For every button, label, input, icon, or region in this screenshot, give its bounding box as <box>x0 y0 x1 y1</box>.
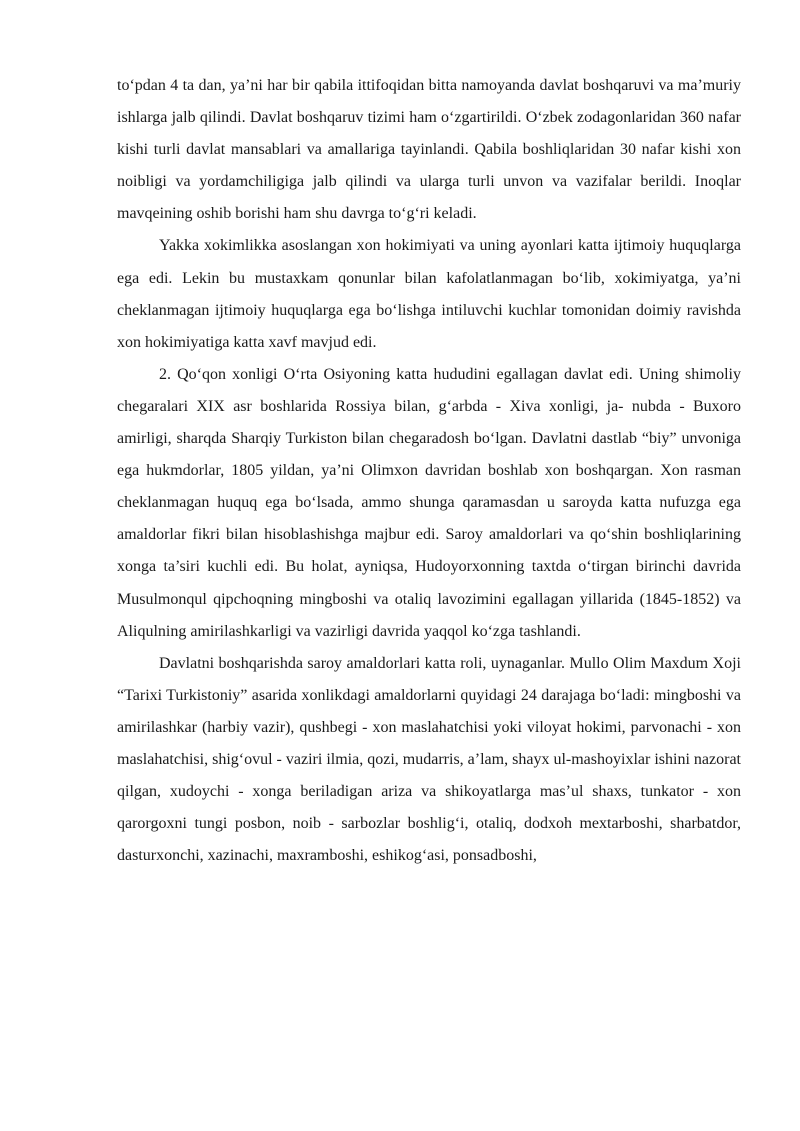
paragraph-1: to‘pdan 4 ta dan, ya’ni har bir qabila ittifoqidan bitta namoyanda davlat boshqaruvi va ma’muriy ishlarga jalb qilindi. Davlat boshqaruv tizimi ham o‘zgartirildi. O‘zbek zodagonlaridan 360 nafar kishi turli davlat mansablari va amallariga tayinlandi. Qabila boshliqlaridan 30 nafar kishi xon noibligi va yordamchiligiga jalb qilindi va ularga turli unvon va vazifalar berildi. Inoqlar mavqeining oshib borishi ham shu davrga to‘g‘ri keladi. <box>117 77 741 223</box>
paragraph-4: Davlatni boshqarishda saroy amaldorlari katta roli, uynaganlar. Mullo Olim Maxdum Xoji “Tarixi Turkistoniy” asarida xonlikdagi amaldorlarni quyidagi 24 darajaga bo‘ladi: mingboshi va amirilashkar (harbiy vazir), qushbegi - xon maslahatchisi yoki viloyat hokimi, parvonachi - xon maslahatchisi, shig‘ovul - vaziri ilmia, qozi, mudarris, a’lam, shayx ul-mashoyixlar ishini nazorat qilgan, xudoychi - xonga beriladigan ariza va shikoyatlarga mas’ul shaxs, tunkator - xon qarorgoxni tungi posbon, noib - sarbozlar boshlig‘i, otaliq, dodxoh mextarboshi, sharbatdor, dasturxonchi, xazinachi, maxramboshi, eshikog‘asi, ponsadboshi, <box>117 654 741 865</box>
paragraph-3: 2. Qo‘qon xonligi O‘rta Osiyoning katta hududini egallagan davlat edi. Uning shimoliy chegaralari XIX asr boshlarida Rossiya bilan, g‘arbda - Xiva xonligi, ja- nubda - Buxoro amirligi, sharqda Sharqiy Turkiston bilan chegaradosh bo‘lgan. Davlatni dastlab “biy” unvoniga ega hukmdorlar, 1805 yildan, ya’ni Olimxon davridan boshlab xon boshqargan. Xon rasman cheklanmagan huquq ega bo‘lsada, ammo shunga qaramasdan u saroyda katta nufuzga ega amaldorlar fikri bilan hisoblashishga majbur edi. Saroy amaldorlari va qo‘shin boshliqlarining xonga ta’siri kuchli edi. Bu holat, ayniqsa, Hudoyorxonning taxtda o‘tirgan birinchi davrida Musulmonqul qipchoqning mingboshi va otaliq lavozimini egallagan yillarida (1845-1852) va Aliqulning amirilashkarligi va vazirligi davrida yaqqol ko‘zga tashlandi. <box>117 365 741 640</box>
document-body <box>117 70 741 872</box>
paragraph-2: Yakka xokimlikka asoslangan xon hokimiyati va uning ayonlari katta ijtimoiy huquqlarga ega edi. Lekin bu mustaxkam qonunlar bilan kafolatlanmagan bo‘lib, xokimiyatga, ya’ni cheklanmagan ijtimoiy huquqlarga ega bo‘lishga intiluvchi kuchlar tomonidan doimiy ravishda xon hokimiyatiga katta xavf mavjud edi. <box>117 237 741 351</box>
